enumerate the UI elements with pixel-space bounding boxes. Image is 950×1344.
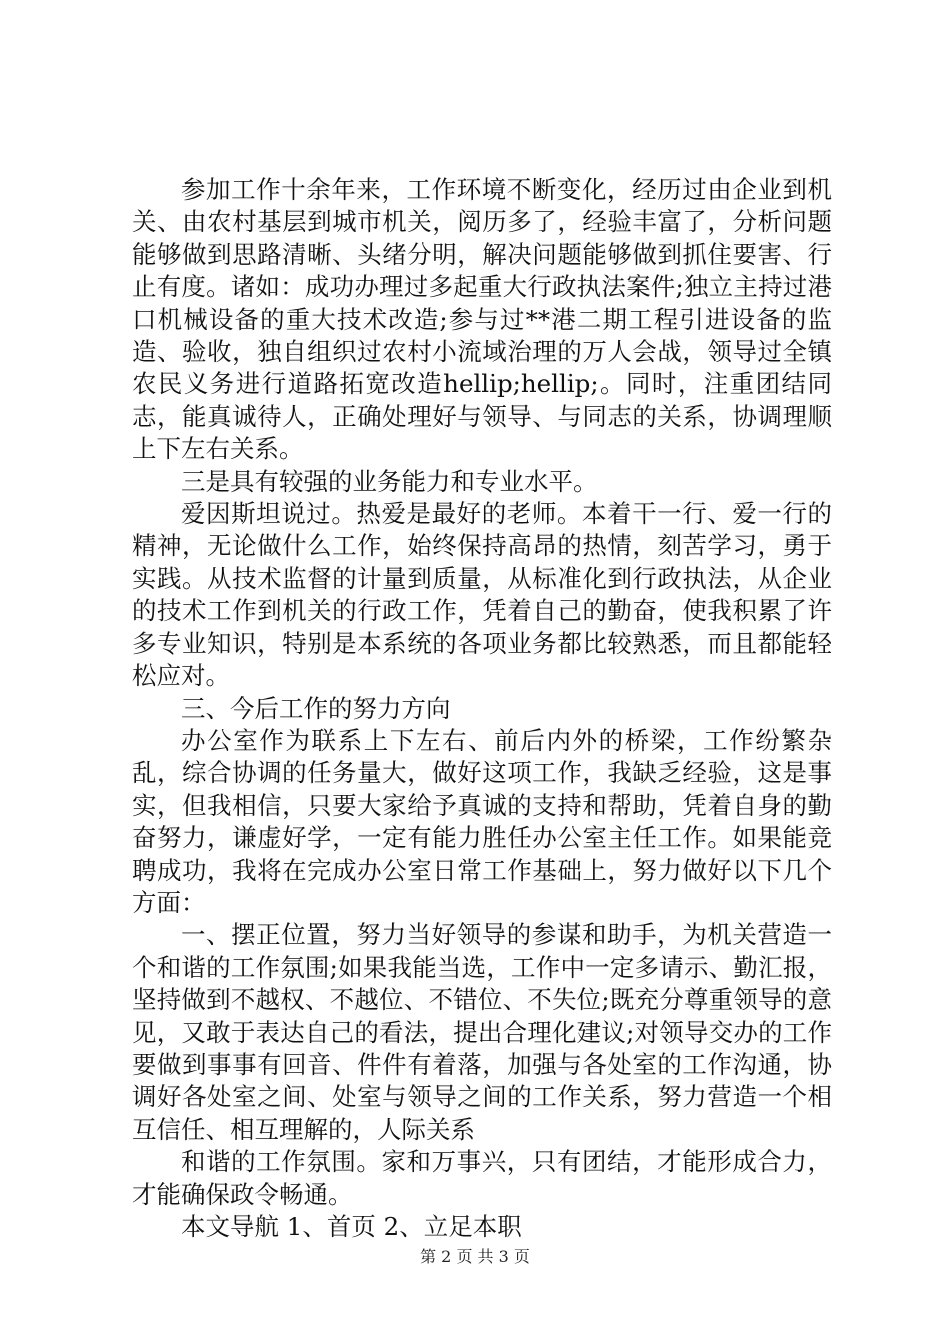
page-footer: 第 2 页 共 3 页 — [420, 1247, 530, 1266]
paragraph-point-one: 一、摆正位置，努力当好领导的参谋和助手，为机关营造一个和谐的工作氛围;如果我能当选，工作中一定多请示、勤汇报，坚持做到不越权、不越位、不错位、不失位;既充分尊重领导的意见，又敢于表达自己的看法，提出合理化建议;对领导交办的工作要做到事事有回音、件件有着落，加强与各处室的工作沟通，协调好各处室之间、处室与领导之间的工作关系，努力营造一个相互信任、相互理解的，人际关系 — [132, 920, 832, 1144]
document-body — [132, 174, 832, 1243]
paragraph-einstein-quote: 爱因斯坦说过。热爱是最好的老师。本着干一行、爱一行的精神，无论做什么工作，始终保持高昂的热情，刻苦学习，勇于实践。从技术监督的计量到质量，从标准化到行政执法，从企业的技术工作到机关的行政工作，凭着自己的勤奋，使我积累了许多专业知识，特别是本系统的各项业务都比较熟悉，而且都能轻松应对。 — [132, 499, 832, 691]
paragraph-harmony: 和谐的工作氛围。家和万事兴，只有团结，才能形成合力，才能确保政令畅通。 — [132, 1147, 832, 1209]
paragraph-professional-ability-heading: 三是具有较强的业务能力和专业水平。 — [181, 466, 598, 496]
section-heading-future-direction: 三、今后工作的努力方向 — [181, 693, 451, 723]
paragraph-office-role: 办公室作为联系上下左右、前后内外的桥梁，工作纷繁杂乱，综合协调的任务量大，做好这项工作，我缺乏经验，这是事实，但我相信，只要大家给予真诚的支持和帮助，凭着自身的勤奋努力，谦虚好学，一定有能力胜任办公室主任工作。如果能竞聘成功，我将在完成办公室日常工作基础上，努力做好以下几个方面： — [132, 725, 832, 917]
paragraph-work-experience: 参加工作十余年来，工作环境不断变化，经历过由企业到机关、由农村基层到城市机关，阅历多了，经验丰富了，分析问题能够做到思路清晰、头绪分明，解决问题能够做到抓住要害、行止有度。诸如：成功办理过多起重大行政执法案件;独立主持过港口机械设备的重大技术改造;参与过**港二期工程引进设备的监造、验收，独自组织过农村小流域治理的万人会战，领导过全镇农民义务进行道路拓宽改造hellip;hellip;。同时，注重团结同志，能真诚待人，正确处理好与领导、与同志的关系，协调理顺上下左右关系。 — [132, 175, 832, 464]
article-navigation[interactable]: 本文导航 1、首页 2、立足本职 — [181, 1212, 522, 1241]
